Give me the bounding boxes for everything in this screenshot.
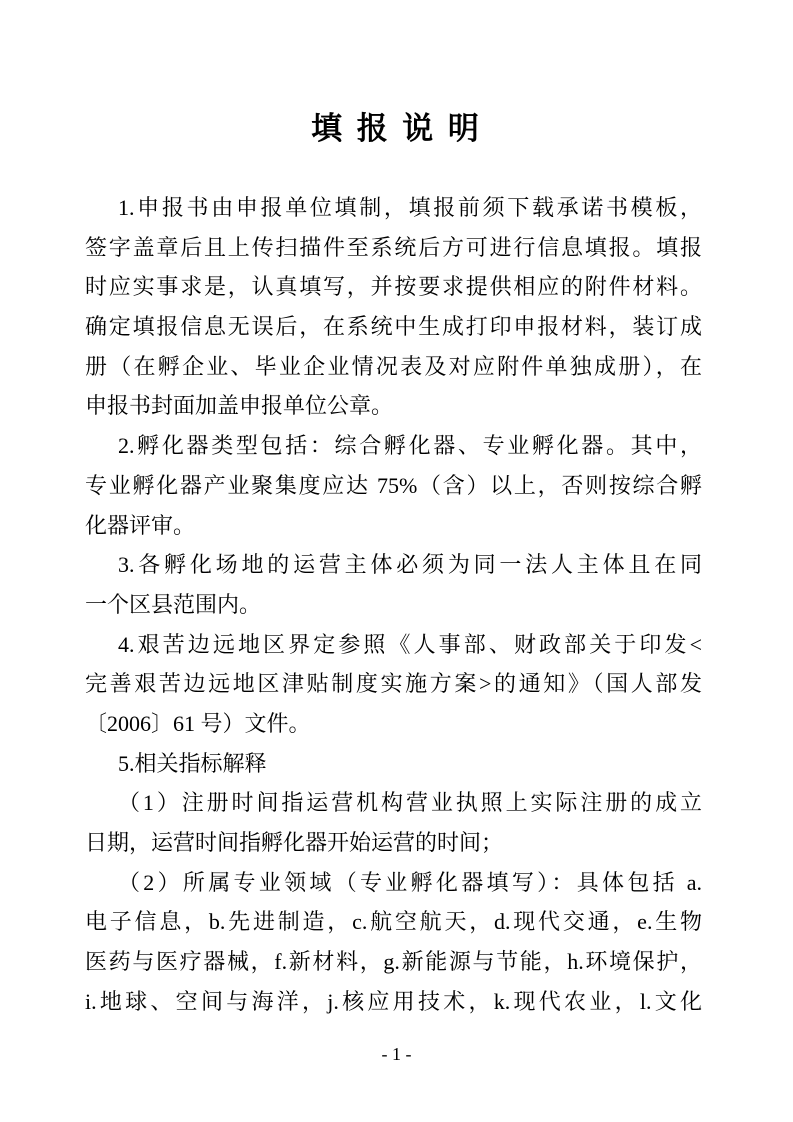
page-number: - 1 - xyxy=(381,1044,412,1064)
body-line: 化器评审。 xyxy=(85,512,196,538)
body-line: 签字盖章后且上传扫描件至系统后方可进行信息填报。填报 xyxy=(85,234,702,260)
body-line: i.地球、空间与海洋，j.核应用技术，k.现代农业，l.文化 xyxy=(85,988,702,1014)
body-line: 册（在孵企业、毕业企业情况表及对应附件单独成册），在 xyxy=(85,353,702,379)
body-line: 医药与医疗器械，f.新材料，g.新能源与节能，h.环境保护， xyxy=(85,949,702,975)
body-line: 时应实事求是，认真填写，并按要求提供相应的附件材料。 xyxy=(85,274,702,300)
body-line: 日期，运营时间指孵化器开始运营的时间； xyxy=(85,830,504,855)
body-line: 2.孵化器类型包括：综合孵化器、专业孵化器。其中， xyxy=(118,433,702,459)
body-line: 1.申报书由申报单位填制，填报前须下载承诺书模板， xyxy=(118,195,702,220)
body-line: 电子信息，b.先进制造，c.航空航天，d.现代交通，e.生物 xyxy=(85,909,702,935)
body-line: 专业孵化器产业聚集度应达 75%（含）以上，否则按综合孵 xyxy=(85,472,702,498)
body-line: （1）注册时间指运营机构营业执照上实际注册的成立 xyxy=(118,790,702,816)
body-line: 一个区县范围内。 xyxy=(85,591,262,617)
body-line: 4.艰苦边远地区界定参照《人事部、财政部关于印发< xyxy=(118,631,702,657)
body-line: 申报书封面加盖申报单位公章。 xyxy=(85,393,394,419)
document-body xyxy=(85,188,702,1021)
body-line: 5.相关指标解释 xyxy=(118,750,267,776)
body-line: 〔2006〕61 号）文件。 xyxy=(85,710,311,736)
body-line: 完善艰苦边远地区津贴制度实施方案>的通知》（国人部发 xyxy=(85,671,702,697)
page-title: 填 报 说 明 xyxy=(311,111,482,146)
body-line: 3.各孵化场地的运营主体必须为同一法人主体且在同 xyxy=(118,552,702,578)
body-line: 确定填报信息无误后，在系统中生成打印申报材料，装订成 xyxy=(85,314,702,340)
body-line: （2）所属专业领域（专业孵化器填写）：具体包括 a. xyxy=(118,869,702,895)
